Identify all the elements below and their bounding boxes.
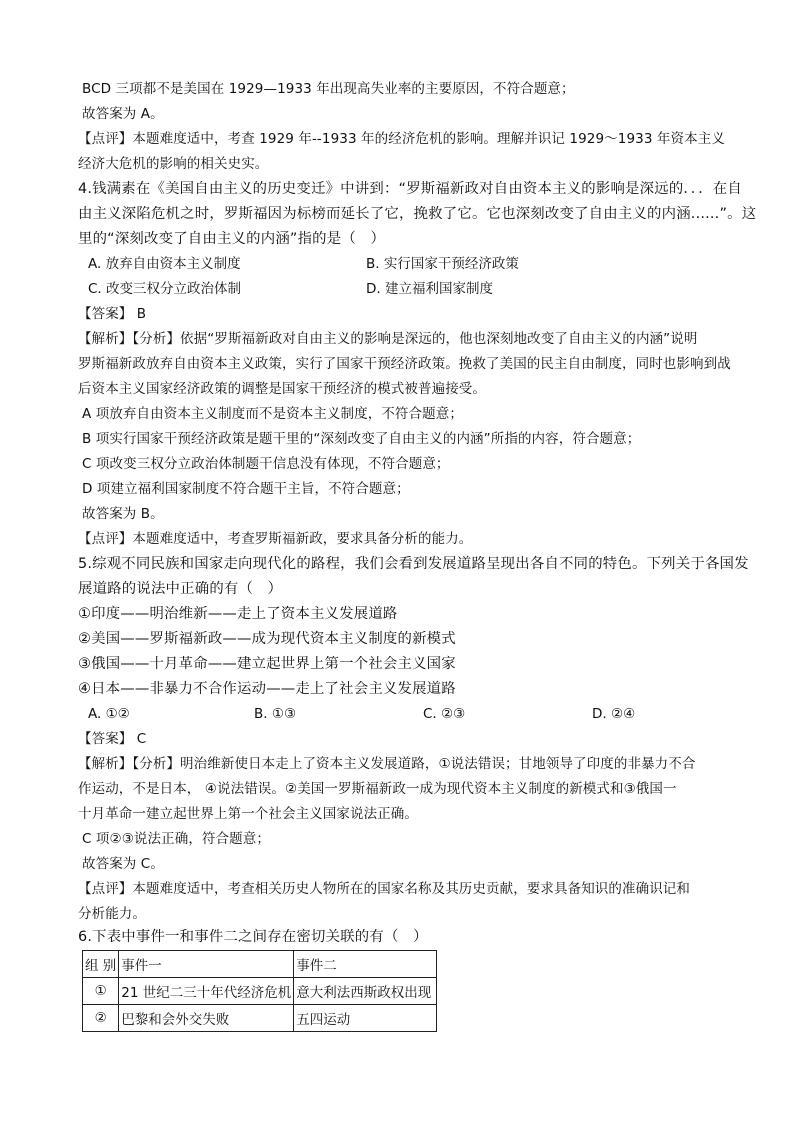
analysis-line: 故答案为 C。 [82, 856, 164, 872]
analysis-line: D 项建立福利国家制度不符合题干主旨，不符合题意； [82, 481, 410, 497]
table-cell: 21 世纪二三十年代经济危机 [119, 978, 294, 1005]
analysis-line: 故答案为 B。 [82, 506, 164, 522]
statement-2: ②美国——罗斯福新政——成为现代资本主义制度的新模式 [78, 631, 456, 647]
analysis-line: C 项改变三权分立政治体制题干信息没有体现，不符合题意； [82, 456, 450, 472]
analysis-line: C 项②③说法正确，符合题意； [82, 831, 270, 847]
analysis-line: A 项放弃自由资本主义制度而不是资本主义制度，不符合题意； [82, 406, 463, 422]
table-row [83, 978, 437, 1005]
statement-3: ③俄国——十月革命——建立起世界上第一个社会主义国家 [78, 656, 456, 672]
analysis-line: 【解析】【分析】依据“罗斯福新政对自由主义的影响是深远的，他也深刻地改变了自由主义的内涵”说明 [78, 331, 698, 347]
table-cell: 五四运动 [294, 1005, 437, 1032]
statement-4: ④日本——非暴力不合作运动——走上了社会主义发展道路 [78, 681, 456, 697]
option-b: B. ①③ [254, 706, 297, 722]
table-cell: 巴黎和会外交失败 [119, 1005, 294, 1032]
comment-line: 经济大危机的影响的相关史实。 [78, 156, 269, 172]
option-c: C. ②③ [423, 706, 466, 722]
table-cell: 意大利法西斯政权出现 [294, 978, 437, 1005]
analysis-line: 作运动，不是日本， ④说法错误。②美国一罗斯福新政一成为现代资本主义制度的新模式和③俄国一 [78, 781, 677, 797]
analysis-line: 【解析】【分析】明治维新使日本走上了资本主义发展道路，①说法错误；甘地领导了印度的非暴力不合 [78, 756, 696, 772]
comment-line: 【点评】本题难度适中，考查 1929 年--1933 年的经济危机的影响。理解并识记 1929～1933 年资本主义 [78, 131, 725, 147]
answer-label: 【答案】 B [78, 306, 147, 322]
table-header-row [83, 951, 437, 978]
option-a: A. ①② [88, 706, 130, 722]
option-c: C. 改变三权分立政治体制 [88, 281, 242, 297]
option-d: D. ②④ [592, 706, 636, 722]
question-4-stem: 由主义深陷危机之时，罗斯福因为标榜而延长了它，挽救了它。它也深刻改变了自由主义的内涵......”。这 [78, 206, 757, 222]
text-line: 故答案为 A。 [82, 106, 164, 122]
comment-line: 【点评】本题难度适中，考查相关历史人物所在的国家名称及其历史贡献，要求具备知识的准确识记和 [78, 881, 690, 897]
analysis-line: 十月革命一建立起世界上第一个社会主义国家说法正确。 [78, 806, 418, 822]
answer-label: 【答案】 C [78, 731, 147, 747]
question-4-options-row-1 [88, 255, 708, 273]
question-4-stem: 里的“深刻改变了自由主义的内涵”指的是（ ） [78, 231, 386, 247]
analysis-line: 罗斯福新政放弃自由资本主义政策，实行了国家干预经济政策。挽救了美国的民主自由制度，同时也影响到战 [78, 356, 731, 372]
question-4-options-row-2 [88, 280, 708, 298]
option-b: B. 实行国家干预经济政策 [366, 256, 519, 272]
comment-line: 【点评】本题难度适中，考查罗斯福新政，要求具备分析的能力。 [78, 531, 473, 547]
comment-line: 分析能力。 [78, 906, 146, 922]
table-cell: ① [83, 978, 119, 1005]
question-5-stem: 展道路的说法中正确的有（ ） [78, 581, 283, 597]
analysis-line: B 项实行国家干预经济政策是题干里的“深刻改变了自由主义的内涵”所指的内容，符合题意； [82, 431, 641, 447]
analysis-line: 后资本主义国家经济政策的调整是国家干预经济的模式被普遍接受。 [78, 381, 486, 397]
table-header-cell: 事件一 [119, 951, 294, 978]
option-d: D. 建立福利国家制度 [366, 281, 493, 297]
table-row [83, 1005, 437, 1032]
statement-1: ①印度——明治维新——走上了资本主义发展道路 [78, 606, 398, 622]
table-header-cell: 组 别 [83, 951, 119, 978]
events-table [82, 950, 437, 1032]
table-cell: ② [83, 1005, 119, 1032]
question-6-stem: 6.下表中事件一和事件二之间存在密切关联的有（ ） [78, 929, 428, 945]
table-header-cell: 事件二 [294, 951, 437, 978]
question-5-stem: 5.综观不同民族和国家走向现代化的路程，我们会看到发展道路呈现出各自不同的特色。下列关于各国发 [78, 556, 749, 572]
question-4-stem: 4.钱满素在《美国自由主义的历史变迁》中讲到：“罗斯福新政对自由资本主义的影响是深远的．．．在自 [78, 181, 742, 197]
option-a: A. 放弃自由资本主义制度 [88, 256, 241, 272]
text-line: BCD 三项都不是美国在 1929—1933 年出现高失业率的主要原因，不符合题意； [82, 81, 575, 97]
question-5-options [88, 705, 708, 723]
